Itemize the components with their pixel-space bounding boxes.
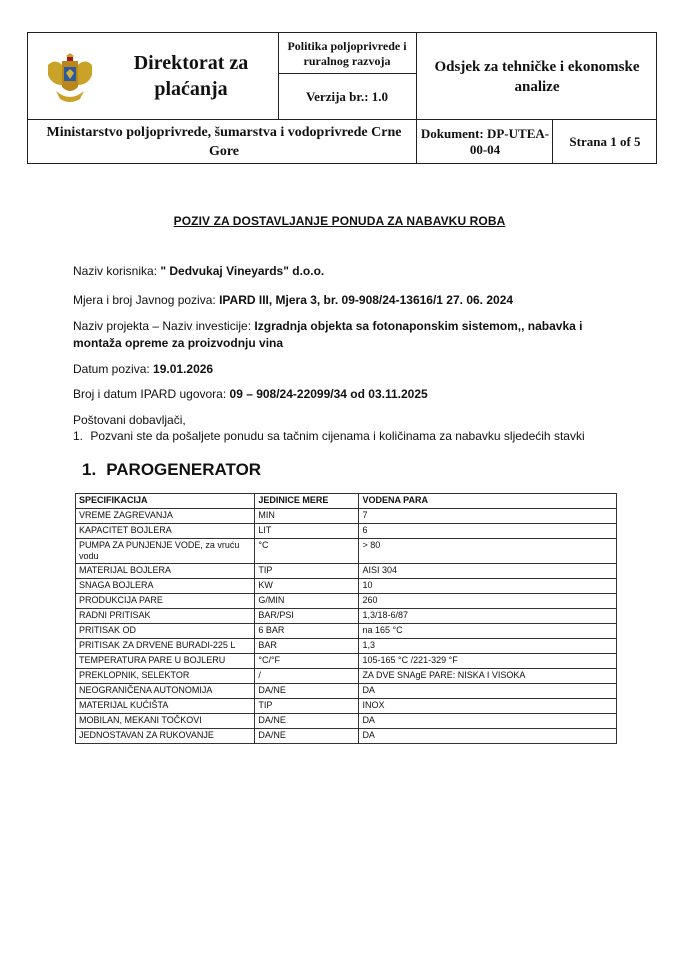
ministry-label: Ministarstvo poljoprivrede, šumarstva i vodoprivrede Crne Gore bbox=[46, 125, 402, 159]
table-cell: PRITISAK ZA DRVENE BURADI-225 L bbox=[76, 639, 255, 654]
policy-label: Politika poljoprivrede i ruralnog razvoja bbox=[287, 39, 407, 68]
table-cell: ZA DVE SNAgE PARE: NISKA I VISOKA bbox=[359, 669, 617, 684]
table-cell: TIP bbox=[255, 564, 359, 579]
table-cell: RADNI PRITISAK bbox=[76, 609, 255, 624]
table-cell: / bbox=[255, 669, 359, 684]
table-cell: DA bbox=[359, 684, 617, 699]
field-contract: Broj i datum IPARD ugovora: 09 – 908/24-22099/34 od 03.11.2025 bbox=[73, 387, 428, 401]
table-row bbox=[76, 699, 617, 714]
table-header-cell: VODENA PARA bbox=[359, 494, 617, 509]
page-number: Strana 1 of 5 bbox=[569, 134, 641, 149]
table-row bbox=[76, 564, 617, 579]
field-date: Datum poziva: 19.01.2026 bbox=[73, 362, 214, 376]
table-cell: VREME ZAGREVANJA bbox=[76, 509, 255, 524]
table-row bbox=[76, 729, 617, 744]
table-cell: MATERIJAL BOJLERA bbox=[76, 564, 255, 579]
table-cell: 105-165 °C /221-329 °F bbox=[359, 654, 617, 669]
field-public-call: Mjera i broj Javnog poziva: IPARD III, Mjera 3, br. 09-908/24-13616/1 27. 06. 2024 bbox=[73, 293, 514, 307]
document-header bbox=[27, 32, 657, 164]
table-cell: JEDNOSTAVAN ZA RUKOVANJE bbox=[76, 729, 255, 744]
document-title: POZIV ZA DOSTAVLJANJE PONUDA ZA NABAVKU ROBA bbox=[173, 214, 506, 228]
table-row bbox=[76, 539, 617, 564]
table-cell: na 165 °C bbox=[359, 624, 617, 639]
table-cell: PUMPA ZA PUNJENJE VODE, za vruću vodu bbox=[76, 539, 255, 564]
table-cell: > 80 bbox=[359, 539, 617, 564]
table-cell: °C/°F bbox=[255, 654, 359, 669]
table-cell: AISI 304 bbox=[359, 564, 617, 579]
table-row bbox=[76, 669, 617, 684]
table-cell: 6 BAR bbox=[255, 624, 359, 639]
table-cell: SNAGA BOJLERA bbox=[76, 579, 255, 594]
coat-of-arms-icon bbox=[42, 47, 98, 105]
table-row bbox=[76, 509, 617, 524]
table-cell: MATERIJAL KUĆIŠTA bbox=[76, 699, 255, 714]
table-cell: PRODUKCIJA PARE bbox=[76, 594, 255, 609]
table-row bbox=[76, 714, 617, 729]
table-cell: KW bbox=[255, 579, 359, 594]
table-cell: DA bbox=[359, 729, 617, 744]
table-cell: °C bbox=[255, 539, 359, 564]
org-title: Direktorat za plaćanja bbox=[133, 52, 249, 100]
table-cell: MIN bbox=[255, 509, 359, 524]
field-user: Naziv korisnika: " Dedvukaj Vineyards" d.o.o. bbox=[73, 264, 325, 278]
table-cell: NEOGRANIČENA AUTONOMIJA bbox=[76, 684, 255, 699]
table-cell: DA/NE bbox=[255, 714, 359, 729]
table-cell: 260 bbox=[359, 594, 617, 609]
table-cell: LIT bbox=[255, 524, 359, 539]
table-header-cell: SPECIFIKACIJA bbox=[76, 494, 255, 509]
table-cell: PREKLOPNIK, SELEKTOR bbox=[76, 669, 255, 684]
table-cell: TIP bbox=[255, 699, 359, 714]
field-project: Naziv projekta – Naziv investicije: Izgradnja objekta sa fotonaponskim sistemom,, nabavka i montaža opreme za proizvodnju vina bbox=[73, 319, 583, 350]
version-label: Verzija br.: 1.0 bbox=[305, 89, 389, 104]
table-row bbox=[76, 684, 617, 699]
table-cell: DA/NE bbox=[255, 684, 359, 699]
table-cell: BAR bbox=[255, 639, 359, 654]
table-cell: KAPACITET BOJLERA bbox=[76, 524, 255, 539]
table-cell: 7 bbox=[359, 509, 617, 524]
table-header-cell: JEDINICE MERE bbox=[255, 494, 359, 509]
table-row bbox=[76, 524, 617, 539]
section-heading: 1. PAROGENERATOR bbox=[82, 460, 262, 479]
table-cell: TEMPERATURA PARE U BOJLERU bbox=[76, 654, 255, 669]
table-cell: 1,3 bbox=[359, 639, 617, 654]
table-cell: 1,3/18-6/87 bbox=[359, 609, 617, 624]
document-id: Dokument: DP-UTEA-00-04 bbox=[420, 126, 550, 157]
table-cell: 6 bbox=[359, 524, 617, 539]
table-cell: PRITISAK OD bbox=[76, 624, 255, 639]
table-cell: INOX bbox=[359, 699, 617, 714]
greeting: Poštovani dobavljači, bbox=[73, 413, 186, 427]
table-row bbox=[76, 654, 617, 669]
table-row bbox=[76, 624, 617, 639]
table-row bbox=[76, 579, 617, 594]
table-header-row bbox=[76, 494, 617, 509]
department-label: Odsjek za tehničke i ekonomske analize bbox=[434, 59, 640, 95]
table-cell: BAR/PSI bbox=[255, 609, 359, 624]
instruction: 1. Pozvani ste da pošaljete ponudu sa tačnim cijenama i količinama za nabavku sljedećih stavki bbox=[73, 429, 585, 443]
table-cell: DA/NE bbox=[255, 729, 359, 744]
table-row bbox=[76, 609, 617, 624]
table-cell: 10 bbox=[359, 579, 617, 594]
table-cell: G/MIN bbox=[255, 594, 359, 609]
table-row bbox=[76, 594, 617, 609]
specification-table bbox=[75, 493, 617, 744]
table-cell: MOBILAN, MEKANI TOČKOVI bbox=[76, 714, 255, 729]
table-row bbox=[76, 639, 617, 654]
table-cell: DA bbox=[359, 714, 617, 729]
